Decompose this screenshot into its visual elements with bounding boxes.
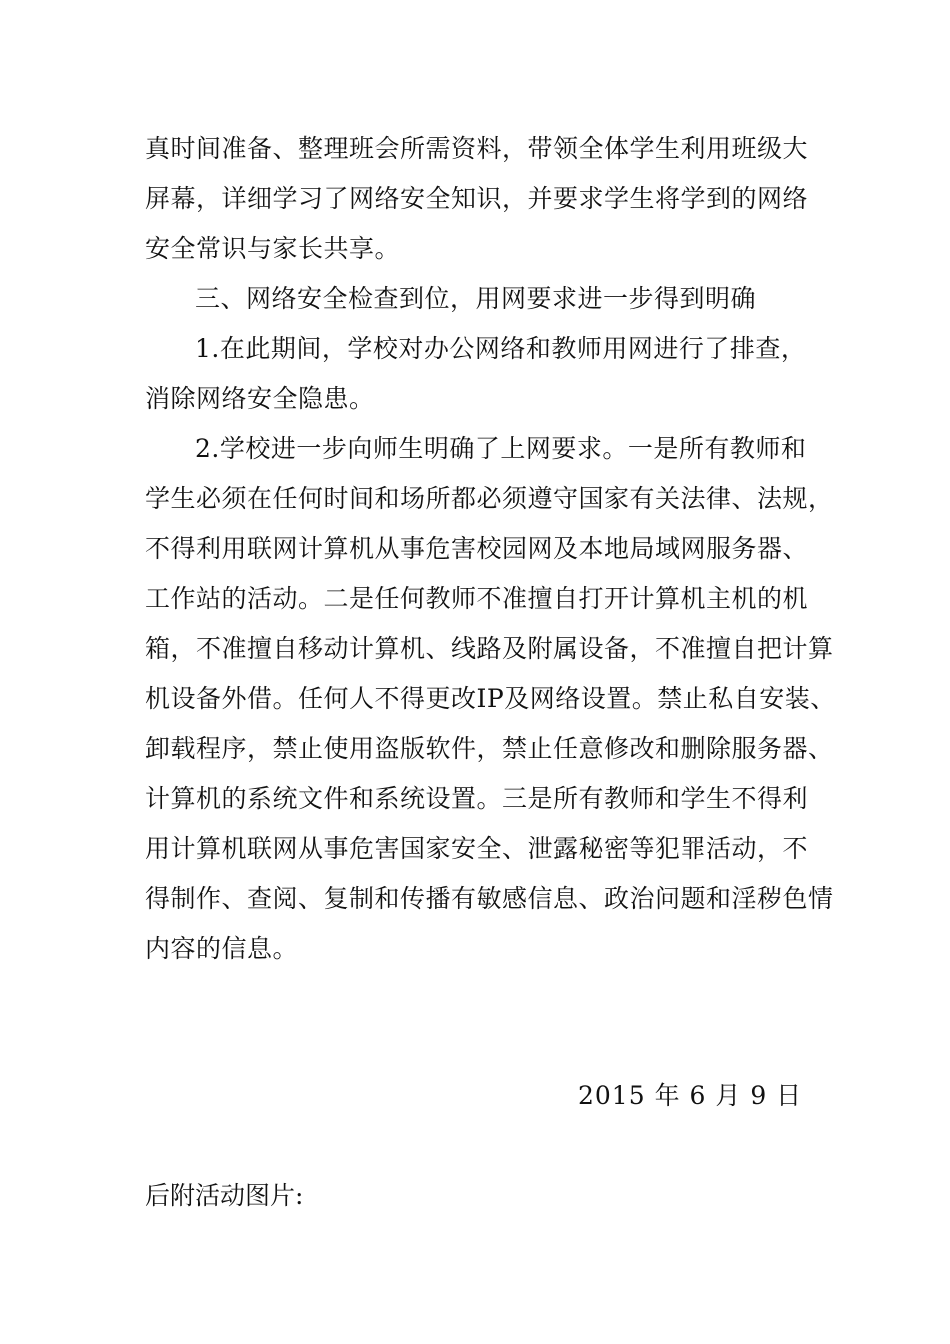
item-two-line: 箱，不准擅自移动计算机、线路及附属设备，不准擅自把计算 [145,634,834,663]
item-two-line: 用计算机联网从事危害国家安全、泄露秘密等犯罪活动，不 [145,834,809,863]
item-two-line: 卸载程序，禁止使用盗版软件，禁止任意修改和删除服务器、 [145,734,834,763]
item-one-line: 1.在此期间，学校对办公网络和教师用网进行了排查， [195,334,807,363]
item-two-line: 工作站的活动。二是任何教师不准擅自打开计算机主机的机 [145,584,809,613]
paragraph-line: 屏幕，详细学习了网络安全知识，并要求学生将学到的网络 [145,184,809,213]
item-two-line: 得制作、查阅、复制和传播有敏感信息、政治问题和淫秽色情 [145,884,834,913]
item-two-line: 计算机的系统文件和系统设置。三是所有教师和学生不得利 [145,784,809,813]
item-two-line: 2.学校进一步向师生明确了上网要求。一是所有教师和 [195,434,807,463]
document-date: 2015 年 6 月 9 日 [578,1081,803,1110]
paragraph-line: 真时间准备、整理班会所需资料，带领全体学生利用班级大 [145,134,809,163]
item-two-line: 内容的信息。 [145,934,299,963]
section-three-heading: 三、网络安全检查到位，用网要求进一步得到明确 [195,284,757,313]
item-two-line: 学生必须在任何时间和场所都必须遵守国家有关法律、法规， [145,484,834,513]
item-one-line: 消除网络安全隐患。 [145,384,375,413]
item-two-line: 不得利用联网计算机从事危害校园网及本地局域网服务器、 [145,534,809,563]
paragraph-line: 安全常识与家长共享。 [145,234,401,263]
item-two-line: 机设备外借。任何人不得更改IP及网络设置。禁止私自安装、 [145,684,836,713]
attachment-label: 后附活动图片: [145,1181,304,1210]
